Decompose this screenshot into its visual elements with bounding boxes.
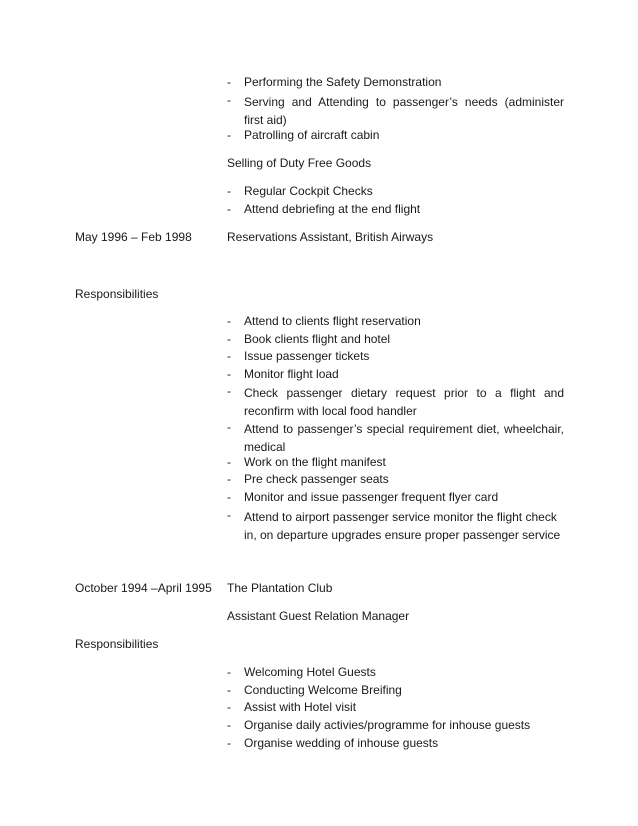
list-item: Monitor flight load [244,367,339,381]
job-dates: October 1994 –April 1995 [75,581,212,595]
list-item: Welcoming Hotel Guests [244,665,376,679]
bullet-dash: - [227,665,231,679]
bullet-dash: - [227,508,231,522]
list-item: Pre check passenger seats [244,472,389,486]
job-title: Assistant Guest Relation Manager [227,609,410,623]
employer-name: The Plantation Club [227,581,333,595]
list-item: Attend debriefing at the end flight [244,202,421,216]
bullet-dash: - [227,93,231,107]
bullet-dash: - [227,736,231,750]
list-item: Issue passenger tickets [244,349,370,363]
list-item: Patrolling of aircraft cabin [244,128,380,142]
bullet-dash: - [227,718,231,732]
list-item: Organise daily activies/programme for inhouse guests [244,718,531,732]
list-item: Attend to passenger’s special requirement diet, wheelchair, medical [244,422,564,454]
job-title: Reservations Assistant, British Airways [227,230,434,244]
bullet-dash: - [227,349,231,363]
bullet-dash: - [227,367,231,381]
job-dates: May 1996 – Feb 1998 [75,230,192,244]
bullet-dash: - [227,490,231,504]
list-item: Attend to airport passenger service monitor the flight check in, on departure upgrades ensure proper passenger service [244,510,561,542]
bullet-dash: - [227,75,231,89]
bullet-dash: - [227,455,231,469]
list-item: Conducting Welcome Breifing [244,683,402,697]
list-item: Assist with Hotel visit [244,700,357,714]
list-item: Work on the flight manifest [244,455,386,469]
responsibilities-label: Responsibilities [75,637,159,651]
list-item: Attend to clients flight reservation [244,314,421,328]
list-item: Monitor and issue passenger frequent flyer card [244,490,499,504]
bullet-dash: - [227,314,231,328]
list-item: Check passenger dietary request prior to a flight and reconfirm with local food handler [244,386,564,418]
bullet-dash: - [227,683,231,697]
bullet-dash: - [227,202,231,216]
bullet-dash: - [227,420,231,434]
duty-free-heading: Selling of Duty Free Goods [227,156,372,170]
bullet-dash: - [227,384,231,398]
bullet-dash: - [227,184,231,198]
bullet-dash: - [227,128,231,142]
bullet-dash: - [227,472,231,486]
list-item: Book clients flight and hotel [244,332,391,346]
list-item: Regular Cockpit Checks [244,184,373,198]
list-item: Organise wedding of inhouse guests [244,736,439,750]
list-item: Performing the Safety Demonstration [244,75,442,89]
bullet-dash: - [227,700,231,714]
list-item: Serving and Attending to passenger’s needs (administer first aid) [244,95,564,127]
bullet-dash: - [227,332,231,346]
responsibilities-label: Responsibilities [75,287,159,301]
